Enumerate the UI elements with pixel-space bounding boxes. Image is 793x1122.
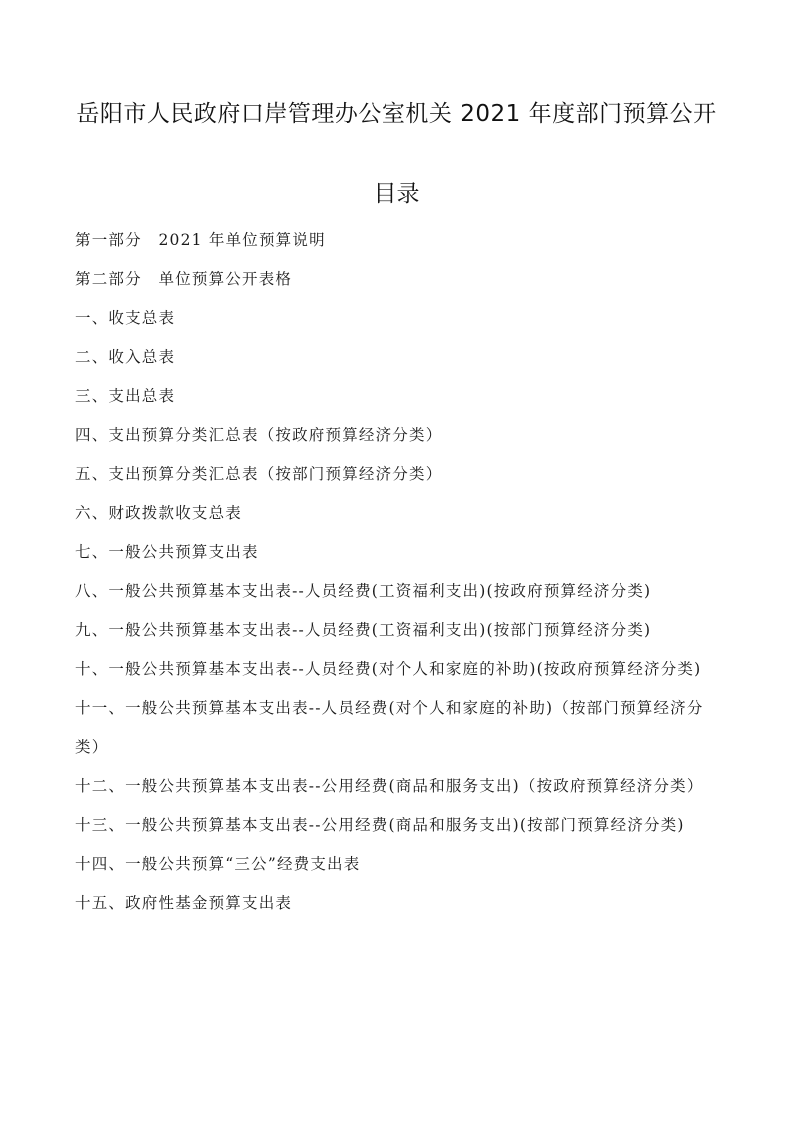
- toc-item-14: 十四、一般公共预算“三公”经费支出表: [75, 855, 361, 873]
- toc-item-12: 十二、一般公共预算基本支出表--公用经费(商品和服务支出)（按政府预算经济分类）: [75, 777, 704, 795]
- toc-item-9: 九、一般公共预算基本支出表--人员经费(工资福利支出)(按部门预算经济分类): [75, 621, 652, 639]
- toc-item-part-1: 第一部分 2021 年单位预算说明: [75, 231, 326, 249]
- toc-item-10: 十、一般公共预算基本支出表--人员经费(对个人和家庭的补助)(按政府预算经济分类): [75, 660, 702, 678]
- toc-item-2: 二、收入总表: [75, 348, 176, 366]
- document-title: 岳阳市人民政府口岸管理办公室机关 2021 年度部门预算公开: [76, 101, 717, 127]
- toc-item-6: 六、财政拨款收支总表: [75, 504, 243, 522]
- toc-item-8: 八、一般公共预算基本支出表--人员经费(工资福利支出)(按政府预算经济分类): [75, 582, 652, 600]
- toc-item-1: 一、收支总表: [75, 309, 176, 327]
- toc-item-3: 三、支出总表: [75, 387, 176, 405]
- toc-item-7: 七、一般公共预算支出表: [75, 543, 259, 561]
- toc-item-15: 十五、政府性基金预算支出表: [75, 894, 293, 912]
- toc-item-4: 四、支出预算分类汇总表（按政府预算经济分类）: [75, 426, 443, 444]
- table-of-contents: [75, 221, 725, 923]
- toc-heading: 目录: [373, 181, 420, 207]
- toc-item-11: 十一、一般公共预算基本支出表--人员经费(对个人和家庭的补助)（按部门预算经济分类）: [75, 699, 704, 756]
- toc-item-5: 五、支出预算分类汇总表（按部门预算经济分类）: [75, 465, 443, 483]
- toc-item-part-2: 第二部分 单位预算公开表格: [75, 270, 293, 288]
- toc-item-13: 十三、一般公共预算基本支出表--公用经费(商品和服务支出)(按部门预算经济分类): [75, 816, 685, 834]
